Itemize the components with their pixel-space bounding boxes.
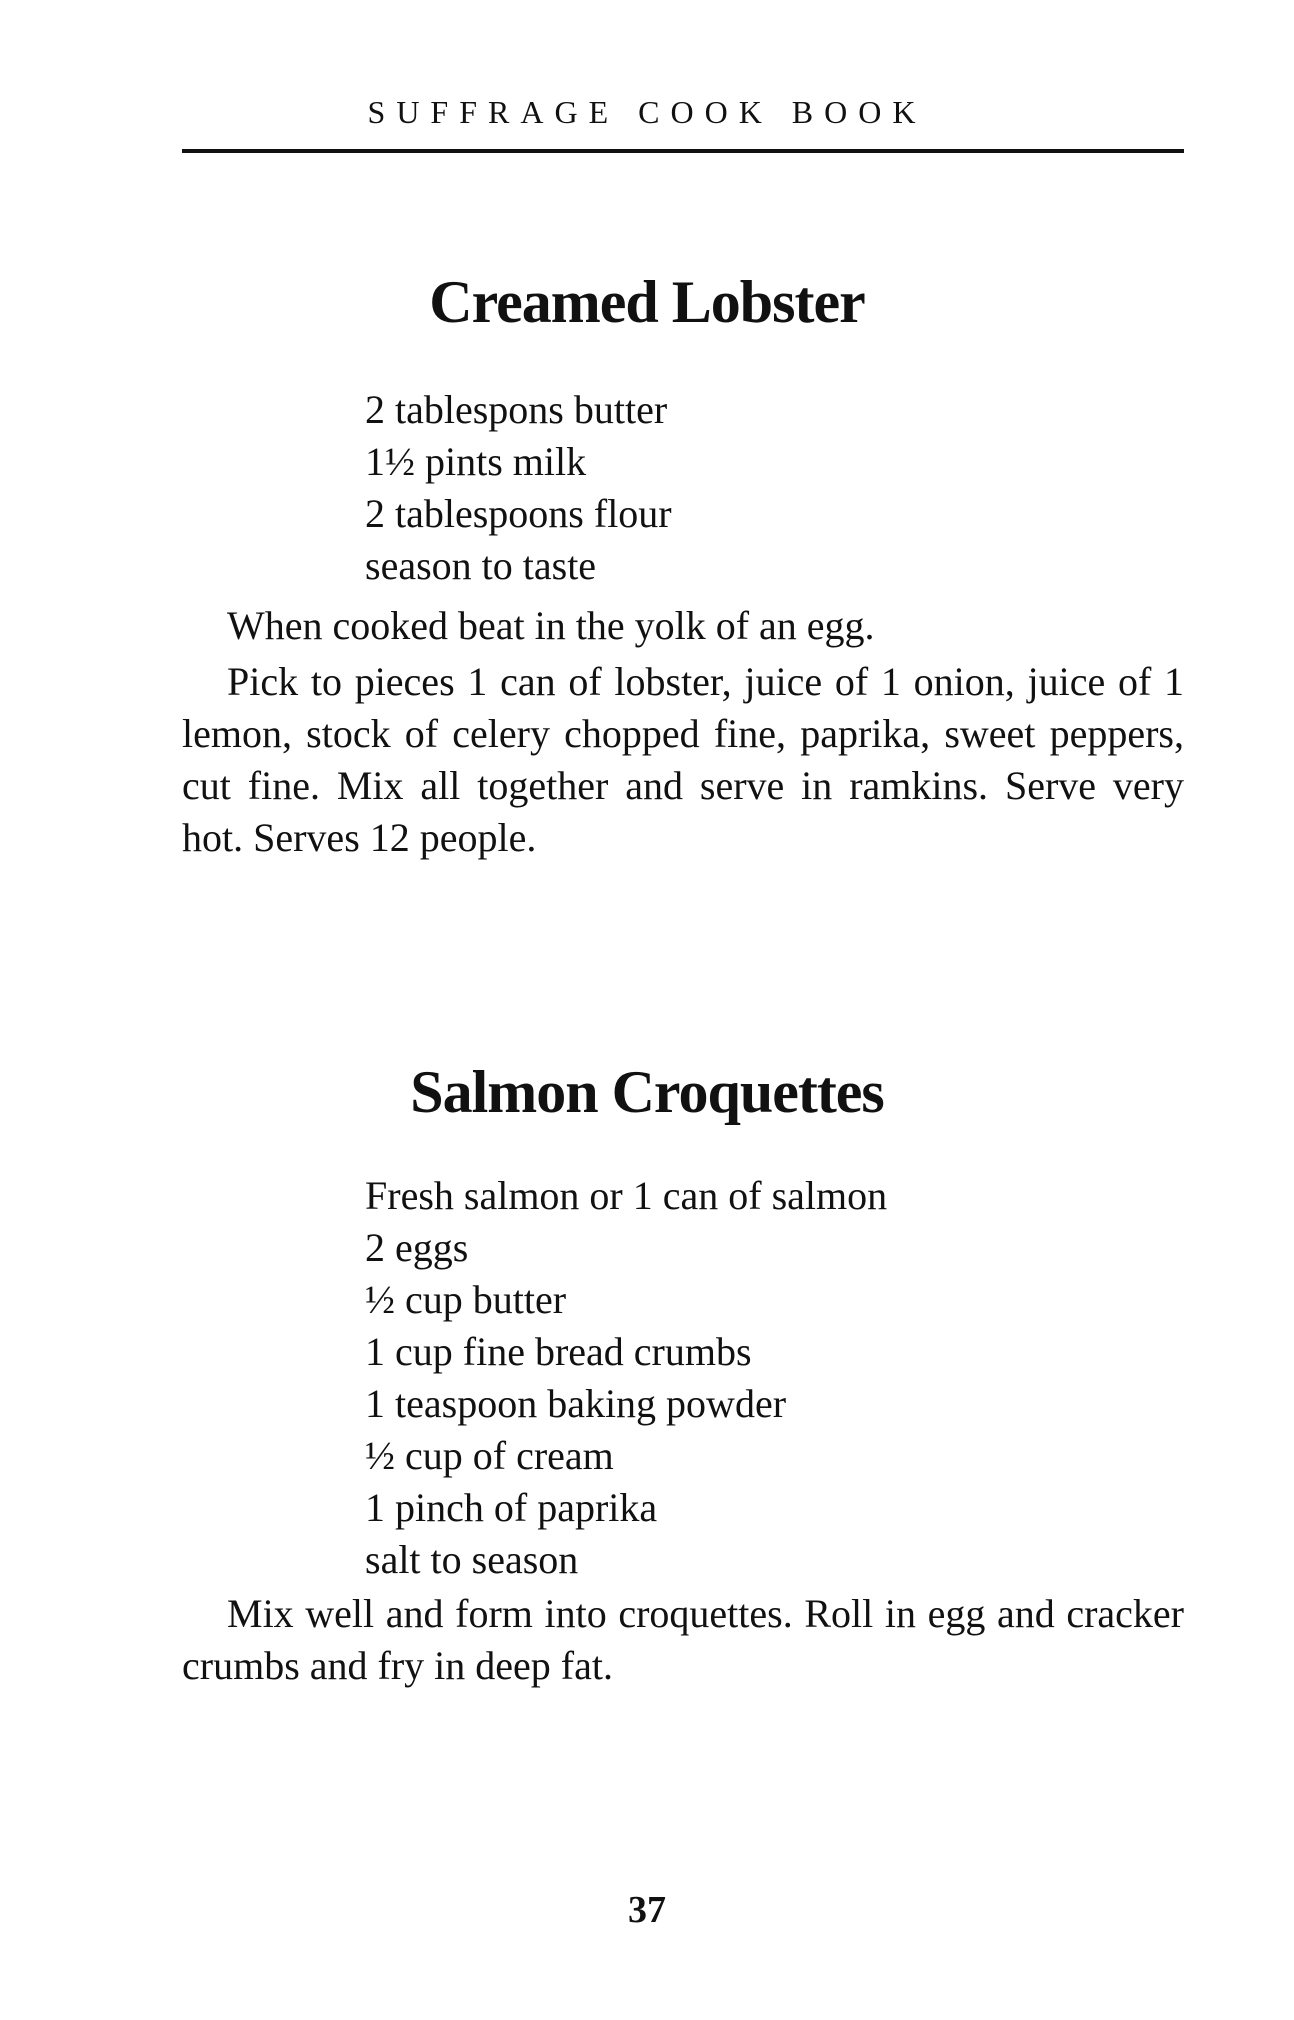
running-head: SUFFRAGE COOK BOOK: [367, 94, 927, 130]
ingredient-item: ½ cup butter: [365, 1277, 567, 1322]
ingredient-list-creamed-lobster: [365, 384, 672, 592]
ingredient-item: salt to season: [365, 1537, 579, 1582]
page-number: 37: [628, 1889, 666, 1931]
recipe-step-paragraph: Mix well and form into croquettes. Roll in egg and cracker crumbs and fry in deep fat.: [182, 1591, 1184, 1688]
ingredient-item: 2 tablespons butter: [365, 387, 668, 432]
ingredient-item: 1 teaspoon baking powder: [365, 1381, 787, 1426]
ingredient-item: 2 tablespoons flour: [365, 491, 672, 536]
header-rule: [182, 149, 1184, 153]
recipe-step-paragraph: Pick to pieces 1 can of lobster, juice of 1 onion, juice of 1 lemon, stock of celery chopped fine, paprika, sweet peppers, cut fine. Mix all together and serve in ramkins. Serve very hot. Serves 12 people.: [182, 659, 1184, 860]
ingredient-item: 1 pinch of paprika: [365, 1485, 658, 1530]
ingredient-item: Fresh salmon or 1 can of salmon: [365, 1173, 888, 1218]
recipe-step-paragraph: When cooked beat in the yolk of an egg.: [227, 603, 875, 648]
ingredient-item: 1 cup fine bread crumbs: [365, 1329, 752, 1374]
ingredient-item: 1½ pints milk: [365, 439, 587, 484]
ingredient-item: 2 eggs: [365, 1225, 469, 1270]
ingredient-list-salmon-croquettes: [365, 1170, 887, 1586]
ingredient-item: season to taste: [365, 543, 597, 588]
recipe-title-creamed-lobster: Creamed Lobster: [429, 269, 865, 335]
recipe-title-salmon-croquettes: Salmon Croquettes: [410, 1059, 884, 1125]
ingredient-item: ½ cup of cream: [365, 1433, 614, 1478]
